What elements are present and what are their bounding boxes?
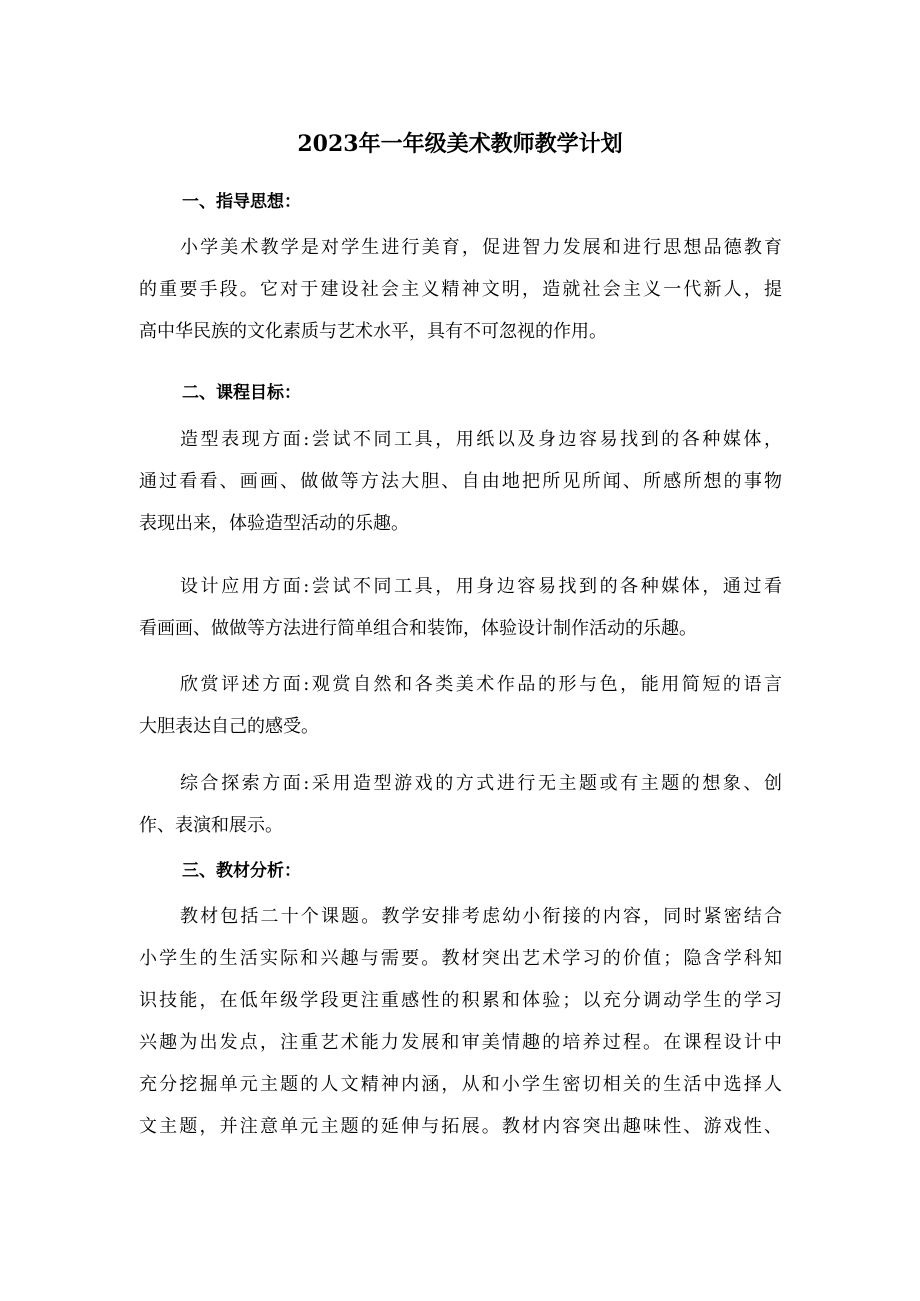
paragraph-guiding-thought [139, 227, 782, 353]
paragraph-line: 小学美术教学是对学生进行美育，促进智力发展和进行思想品德教育 [180, 237, 782, 258]
paragraph-line: 教材包括二十个课题。教学安排考虑幼小衔接的内容，同时紧密结合 [180, 906, 782, 927]
paragraph-appreciation-commentary [139, 664, 782, 748]
paragraph-line: 小学生的生活实际和兴趣与需要。教材突出艺术学习的价值；隐含学科知 [139, 948, 782, 969]
paragraph-line: 兴趣为出发点，注重艺术能力发展和审美情趣的培养过程。在课程设计中 [139, 1032, 782, 1053]
paragraph-line: 的重要手段。它对于建设社会主义精神文明，造就社会主义一代新人，提 [139, 279, 782, 300]
paragraph-line: 大胆表达自己的感受。 [139, 716, 319, 737]
paragraph-line: 识技能，在低年级学段更注重感性的积累和体验；以充分调动学生的学习 [139, 990, 782, 1011]
document-title: 2023年一年级美术教师教学计划 [297, 131, 623, 157]
paragraph-line: 作、表演和展示。 [139, 815, 283, 836]
paragraph-line: 造型表现方面:尝试不同工具，用纸以及身边容易找到的各种媒体， [180, 429, 782, 450]
paragraph-textbook-analysis [139, 896, 782, 1148]
paragraph-line: 充分挖掘单元主题的人文精神内涵，从和小学生密切相关的生活中选择人 [139, 1074, 782, 1095]
paragraph-line: 文主题，并注意单元主题的延伸与拓展。教材内容突出趣味性、游戏性、 [139, 1116, 782, 1137]
paragraph-line: 高中华民族的文化素质与艺术水平，具有不可忽视的作用。 [139, 321, 607, 342]
paragraph-modeling-expression [139, 419, 782, 545]
paragraph-line: 表现出来，体验造型活动的乐趣。 [139, 513, 409, 534]
paragraph-line: 看画画、做做等方法进行简单组合和装饰，体验设计制作活动的乐趣。 [139, 618, 697, 639]
paragraph-line: 设计应用方面:尝试不同工具，用身边容易找到的各种媒体，通过看 [180, 576, 782, 597]
section-heading-course-goals: 二、课程目标： [182, 383, 301, 403]
section-heading-guiding-thought: 一、指导思想： [182, 192, 301, 212]
paragraph-line: 欣赏评述方面:观赏自然和各类美术作品的形与色，能用简短的语言 [180, 674, 782, 695]
paragraph-comprehensive-exploration [139, 763, 782, 847]
paragraph-line: 通过看看、画画、做做等方法大胆、自由地把所见所闻、所感所想的事物 [139, 471, 782, 492]
paragraph-design-application [139, 566, 782, 650]
paragraph-line: 综合探索方面:采用造型游戏的方式进行无主题或有主题的想象、创 [180, 773, 782, 794]
section-heading-textbook-analysis: 三、教材分析： [182, 861, 301, 881]
